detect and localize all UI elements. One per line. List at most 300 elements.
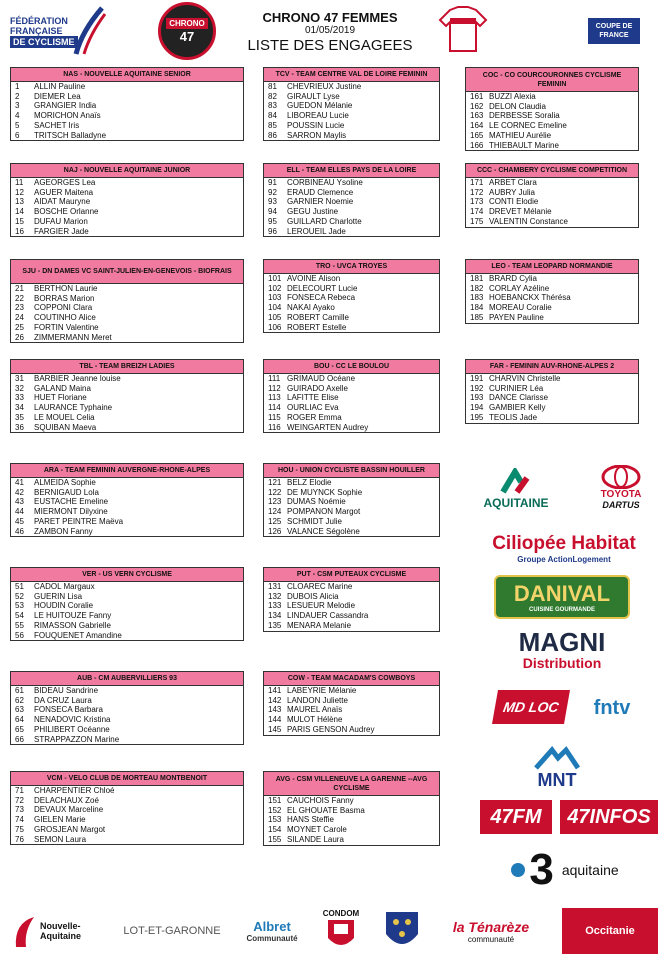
rider-name: GUILLARD Charlotte (287, 216, 362, 226)
rider-name: CHEVRIEUX Justine (287, 82, 362, 91)
rider-name: LE HUITOUZE Fanny (34, 611, 112, 621)
page-title: CHRONO 47 FEMMES (262, 10, 398, 25)
team-box (263, 671, 440, 736)
rider-row (11, 805, 243, 815)
rider-row (11, 403, 243, 413)
rider-row (264, 488, 439, 498)
team-header: TRO - UVCA TROYES (264, 260, 439, 274)
rider-name: BORRAS Marion (34, 293, 95, 303)
rider-row (264, 517, 439, 527)
team-header: NAS - NOUVELLE AQUITAINE SENIOR (11, 68, 243, 82)
rider-row (264, 188, 439, 198)
bib-number: 65 (15, 724, 24, 734)
rider-row (264, 497, 439, 507)
bib-number: 44 (15, 507, 24, 517)
rider-name: MORICHON Anaïs (34, 111, 101, 121)
ffc-logo (10, 6, 105, 58)
rider-name: AGEORGES Lea (34, 178, 96, 187)
bib-number: 143 (268, 705, 282, 715)
bib-number: 25 (15, 322, 24, 332)
rider-name: CURINIER Léa (489, 383, 544, 393)
rider-name: FOUQUENET Amandine (34, 630, 122, 640)
chrono47-logo (158, 2, 216, 60)
bib-number: 51 (15, 582, 24, 591)
bib-number: 41 (15, 478, 24, 487)
bib-number: 184 (470, 303, 484, 313)
toyota-text: TOYOTA (600, 488, 642, 500)
condom-crest-icon (326, 918, 356, 952)
rider-name: HOUDIN Coralie (34, 601, 94, 611)
rider-name: CADOL Margaux (34, 582, 95, 591)
occitanie-logo (562, 908, 658, 954)
rider-name: HOEBANCKX Thérésa (489, 293, 571, 303)
rider-name: BERTHON Laurie (34, 284, 98, 293)
team-header: HOU - UNION CYCLISTE BASSIN HOUILLER (264, 464, 439, 478)
bib-number: 183 (470, 293, 484, 303)
rider-name: GROSJEAN Margot (34, 824, 106, 834)
bib-number: 42 (15, 487, 24, 497)
bib-number: 22 (15, 293, 24, 303)
rider-row (264, 121, 439, 131)
rider-row (11, 686, 243, 696)
bib-number: 166 (470, 140, 484, 150)
bib-number: 125 (268, 516, 282, 526)
bib-number: 111 (268, 374, 281, 383)
rider-row (466, 178, 638, 188)
rider-name: COUTINHO Alice (34, 313, 96, 323)
team-header: TBL - TEAM BREIZH LADIES (11, 360, 243, 374)
rider-row (11, 796, 243, 806)
rider-name: PARIS GENSON Audrey (287, 724, 375, 734)
bib-number: 45 (15, 516, 24, 526)
rider-row (11, 121, 243, 131)
bib-number: 151 (268, 796, 282, 805)
rider-row (264, 111, 439, 121)
rider-row (264, 601, 439, 611)
bib-number: 76 (15, 834, 24, 844)
rider-row (264, 527, 439, 537)
coupe-line1: COUPE DE (595, 23, 633, 30)
rider-row (11, 582, 243, 592)
team-box (263, 771, 440, 846)
rider-row (264, 303, 439, 313)
bib-number: 104 (268, 303, 282, 313)
bib-number: 132 (268, 591, 282, 601)
rider-name: EUSTACHE Emeline (34, 497, 109, 507)
event-date: 01/05/2019 (304, 25, 356, 36)
rider-name: THIEBAULT Marine (489, 140, 559, 150)
bib-number: 53 (15, 601, 24, 611)
rider-row (264, 611, 439, 621)
rider-name: CHARVIN Christelle (489, 374, 561, 383)
rider-row (264, 815, 439, 825)
rider-row (466, 403, 638, 413)
team-box (263, 259, 440, 333)
credit-agricole-icon (499, 468, 533, 496)
rider-row (264, 274, 439, 284)
mnt-text: MNT (537, 769, 577, 790)
bib-number: 56 (15, 630, 24, 640)
rider-name: PARET PEINTRE Maëva (34, 516, 124, 526)
chrono-badge-text: CHRONO (166, 18, 208, 29)
team-header: PUT - CSM PUTEAUX CYCLISME (264, 568, 439, 582)
rider-row (264, 323, 439, 333)
team-header: COW - TEAM MACADAM'S COWBOYS (264, 672, 439, 686)
rider-name: OURLIAC Eva (287, 403, 339, 413)
rider-name: GUIRADO Axelle (287, 383, 348, 393)
rider-row (264, 592, 439, 602)
rider-row (264, 705, 439, 715)
rider-row (466, 207, 638, 217)
rider-name: MOREAU Coralie (489, 303, 552, 313)
rider-name: BRARD Cylia (489, 274, 538, 283)
rider-row (466, 413, 638, 423)
rider-name: SQUIBAN Maeva (34, 422, 97, 432)
rider-name: BARBIER Jeanne louise (34, 374, 121, 383)
occitanie-text: Occitanie (585, 925, 635, 937)
bib-number: 24 (15, 313, 24, 323)
bib-number: 115 (268, 412, 281, 422)
rider-row (11, 611, 243, 621)
rider-row (11, 313, 243, 323)
bib-number: 82 (268, 91, 277, 101)
team-box (263, 463, 440, 537)
bib-number: 154 (268, 825, 282, 835)
rider-name: ALMEIDA Sophie (34, 478, 96, 487)
rider-name: SACHET Iris (34, 120, 80, 130)
france3-dot (511, 863, 525, 877)
magni-logo (488, 625, 636, 675)
rider-name: DE MUYNCK Sophie (287, 487, 363, 497)
rider-name: PAYEN Pauline (489, 312, 544, 322)
rider-name: DUBOIS Alicia (287, 591, 339, 601)
rider-row (264, 82, 439, 92)
rider-name: GAMBIER Kelly (489, 403, 546, 413)
rider-row (11, 527, 243, 537)
rider-name: GUERIN Lisa (34, 591, 83, 601)
bib-number: 106 (268, 322, 282, 332)
team-header: ARA - TEAM FEMININ AUVERGNE-RHONE-ALPES (11, 464, 243, 478)
nouvelle-aquitaine-logo (6, 908, 106, 954)
magni-text: MAGNI (518, 627, 606, 657)
ciliopee-logo (470, 527, 658, 569)
rider-row (466, 92, 638, 102)
rider-row (11, 323, 243, 333)
france3-number: 3 (529, 845, 554, 894)
rider-name: ERAUD Clemence (287, 187, 354, 197)
rider-row (264, 178, 439, 188)
rider-row (11, 227, 243, 237)
bib-number: 71 (15, 786, 24, 795)
rider-row (11, 101, 243, 111)
bib-number: 61 (15, 686, 24, 695)
danival-text: DANIVAL (513, 581, 611, 606)
bib-number: 52 (15, 591, 24, 601)
rider-name: LE MOUEL Celia (34, 412, 95, 422)
ciliopee-group-text: Groupe ActionLogement (517, 554, 611, 564)
bib-number: 32 (15, 383, 24, 393)
rider-row (11, 207, 243, 217)
danival-sub-text: CUISINE GOURMANDE (528, 607, 595, 613)
bib-number: 66 (15, 734, 24, 744)
rider-name: ROBERT Estelle (287, 322, 347, 332)
rider-name: POMPANON Margot (287, 507, 361, 517)
rider-name: DREVET Mélanie (489, 207, 552, 217)
albret-text: Albret (253, 919, 291, 934)
bib-number: 145 (268, 724, 282, 734)
rider-row (11, 825, 243, 835)
rider-name: FARGIER Jade (34, 226, 89, 236)
france3-sub-text: aquitaine (561, 862, 619, 878)
rider-row (11, 592, 243, 602)
bib-number: 14 (15, 207, 24, 217)
rider-row (11, 507, 243, 517)
rider-name: LEROUEIL Jade (287, 226, 346, 236)
bib-number: 15 (15, 216, 24, 226)
team-box (10, 771, 244, 845)
rider-name: FORTIN Valentine (34, 322, 99, 332)
lot-et-garonne-logo (112, 915, 232, 947)
bib-number: 91 (268, 178, 277, 187)
rider-row (11, 735, 243, 745)
rider-name: POUSSIN Lucie (287, 120, 345, 130)
mdloc-logo (492, 690, 570, 724)
team-header: FAR - FEMININ AUV-RHONE-ALPES 2 (466, 360, 638, 374)
bib-number: 103 (268, 293, 282, 303)
team-box (10, 259, 244, 343)
mnt-icon (532, 746, 582, 770)
fntv-text: fntv (593, 696, 631, 719)
bib-number: 161 (470, 92, 484, 101)
rider-row (264, 413, 439, 423)
rider-name: AVOINE Alison (287, 274, 341, 283)
tenareze-text: la Ténarèze (452, 918, 530, 935)
rider-row (264, 696, 439, 706)
albret-sub-text: Communauté (246, 934, 298, 943)
rider-row (11, 696, 243, 706)
rider-row (264, 403, 439, 413)
town-crest-logo (378, 904, 426, 956)
bib-number: 54 (15, 611, 24, 621)
rider-row (11, 303, 243, 313)
bib-number: 131 (268, 582, 282, 591)
bib-number: 113 (268, 393, 281, 403)
bib-number: 152 (268, 805, 282, 815)
rider-row (11, 131, 243, 141)
bib-number: 171 (470, 178, 484, 187)
rider-row (466, 274, 638, 284)
rider-name: SCHMIDT Julie (287, 516, 342, 526)
team-box (10, 463, 244, 537)
rider-name: ARBET Clara (489, 178, 537, 187)
bib-number: 3 (15, 101, 20, 111)
bib-number: 162 (470, 101, 484, 111)
rider-row (11, 478, 243, 488)
rider-row (264, 715, 439, 725)
rider-name: AGUER Maitena (34, 187, 94, 197)
rider-row (264, 507, 439, 517)
team-header: AVG - CSM VILLENEUVE LA GARENNE --AVG CYCLISME (264, 772, 439, 796)
rider-name: BELZ Elodie (287, 478, 332, 487)
france3-logo (490, 845, 640, 895)
rider-name: GARNIER Noemie (287, 197, 354, 207)
bib-number: 122 (268, 487, 282, 497)
rider-name: ROBERT Camille (287, 312, 349, 322)
rider-row (264, 284, 439, 294)
rider-row (11, 197, 243, 207)
rider-name: PHILIBERT Océanne (34, 724, 110, 734)
bib-number: 23 (15, 303, 24, 313)
bib-number: 84 (268, 111, 277, 121)
rider-row (264, 384, 439, 394)
rider-row (466, 217, 638, 227)
rider-name: RIMASSON Gabrielle (34, 620, 111, 630)
coupe-de-france-logo (588, 18, 640, 44)
bib-number: 173 (470, 197, 484, 207)
team-box (10, 67, 244, 141)
rider-row (11, 835, 243, 845)
bib-number: 12 (15, 187, 24, 197)
rider-name: LESUEUR Melodie (287, 601, 356, 611)
rider-row (11, 517, 243, 527)
credit-agricole-logo (472, 462, 560, 516)
team-box (465, 359, 639, 424)
bib-number: 174 (470, 207, 484, 217)
bib-number: 181 (470, 274, 484, 283)
team-box (465, 259, 639, 324)
rider-name: CHARPENTIER Chloé (34, 786, 115, 795)
rider-row (11, 413, 243, 423)
rider-name: STRAPPAZZON Marine (34, 734, 120, 744)
danival-logo (494, 575, 630, 619)
team-box (263, 359, 440, 433)
rider-name: LANDON Juliette (287, 695, 348, 705)
rider-row (466, 293, 638, 303)
rider-row (11, 333, 243, 343)
rider-name: MENARA Melanie (287, 620, 352, 630)
page-header (0, 0, 665, 62)
bib-number: 155 (268, 834, 282, 844)
rider-name: GRIMAUD Océane (287, 374, 356, 383)
rider-row (11, 497, 243, 507)
rider-name: MOYNET Carole (287, 825, 347, 835)
rider-row (264, 796, 439, 806)
rider-name: DIEMER Lea (34, 91, 81, 101)
bib-number: 85 (268, 120, 277, 130)
rider-name: CLOAREC Marine (287, 582, 353, 591)
ffc-swoosh-icon (72, 6, 106, 56)
rider-name: GEGU Justine (287, 207, 339, 217)
bib-number: 2 (15, 91, 20, 101)
bib-number: 182 (470, 283, 484, 293)
rider-name: CORLAY Azéline (489, 283, 550, 293)
bib-number: 124 (268, 507, 282, 517)
rider-row (466, 188, 638, 198)
rider-name: GIELEN Marie (34, 815, 86, 825)
mdloc-text: MD LOC (501, 699, 561, 715)
team-header: VCM - VELO CLUB DE MORTEAU MONTBENOIT (11, 772, 243, 786)
bib-number: 114 (268, 403, 281, 413)
toyota-dealer-text: DARTUS (602, 499, 640, 510)
rider-row (11, 374, 243, 384)
team-box (10, 567, 244, 641)
bib-number: 62 (15, 695, 24, 705)
bib-number: 6 (15, 130, 20, 140)
rider-row (11, 631, 243, 641)
rider-row (264, 725, 439, 735)
47fm-logo (480, 800, 552, 834)
rider-name: SARRON Maylis (287, 130, 347, 140)
rider-name: DA CRUZ Laura (34, 695, 92, 705)
bib-number: 126 (268, 526, 282, 536)
rider-row (466, 303, 638, 313)
ffc-line3: DE CYCLISME (10, 36, 78, 48)
rider-name: LIBOREAU Lucie (287, 111, 349, 121)
bib-number: 101 (268, 274, 282, 283)
rider-row (11, 82, 243, 92)
bib-number: 185 (470, 312, 484, 322)
team-box (465, 163, 639, 228)
rider-row (264, 582, 439, 592)
rider-name: GALAND Maina (34, 383, 91, 393)
rider-name: ROGER Emma (287, 412, 342, 422)
rider-name: CONTI Elodie (489, 197, 539, 207)
rider-name: AUBRY Julia (489, 187, 535, 197)
rider-row (264, 835, 439, 845)
bib-number: 1 (15, 82, 20, 91)
bib-number: 191 (470, 374, 484, 383)
page-subtitle: LISTE DES ENGAGEES (247, 37, 413, 54)
fntv-logo (572, 692, 652, 724)
team-header: COC - CO COURCOURONNES CYCLISME FEMININ (466, 68, 638, 92)
rider-row (264, 825, 439, 835)
bib-number: 195 (470, 412, 484, 422)
rider-row (264, 478, 439, 488)
rider-name: COPPONI Clara (34, 303, 93, 313)
bib-number: 36 (15, 422, 24, 432)
rider-row (466, 284, 638, 294)
rider-name: DEVAUX Marceline (34, 805, 104, 815)
rider-name: HUET Floriane (34, 393, 87, 403)
ciliopee-text: Ciliopée Habitat (492, 532, 636, 554)
team-box (10, 163, 244, 237)
rider-row (466, 313, 638, 323)
rider-row (466, 374, 638, 384)
bib-number: 134 (268, 611, 282, 621)
rider-row (466, 384, 638, 394)
tenareze-sub-text: communauté (467, 934, 515, 944)
bib-number: 193 (470, 393, 484, 403)
bib-number: 123 (268, 497, 282, 507)
rider-row (11, 488, 243, 498)
rider-name: MULOT Hélène (287, 715, 343, 725)
lot-et-garonne-text: LOT-ET-GARONNE (123, 925, 221, 937)
bib-number: 64 (15, 715, 24, 725)
tenareze-logo (436, 908, 546, 954)
rider-name: SILANDE Laura (287, 834, 344, 844)
rider-row (466, 393, 638, 403)
rider-name: LE CORNEC Emeline (489, 121, 567, 131)
rider-row (264, 131, 439, 141)
coupe-line2: FRANCE (599, 32, 629, 39)
rider-row (264, 207, 439, 217)
jersey-icon (438, 4, 488, 54)
47fm-text: 47FM (490, 805, 542, 828)
bib-number: 81 (268, 82, 277, 91)
rider-name: WEINGARTEN Audrey (287, 422, 369, 432)
condom-text: CONDOM (322, 908, 360, 918)
bib-number: 63 (15, 705, 24, 715)
